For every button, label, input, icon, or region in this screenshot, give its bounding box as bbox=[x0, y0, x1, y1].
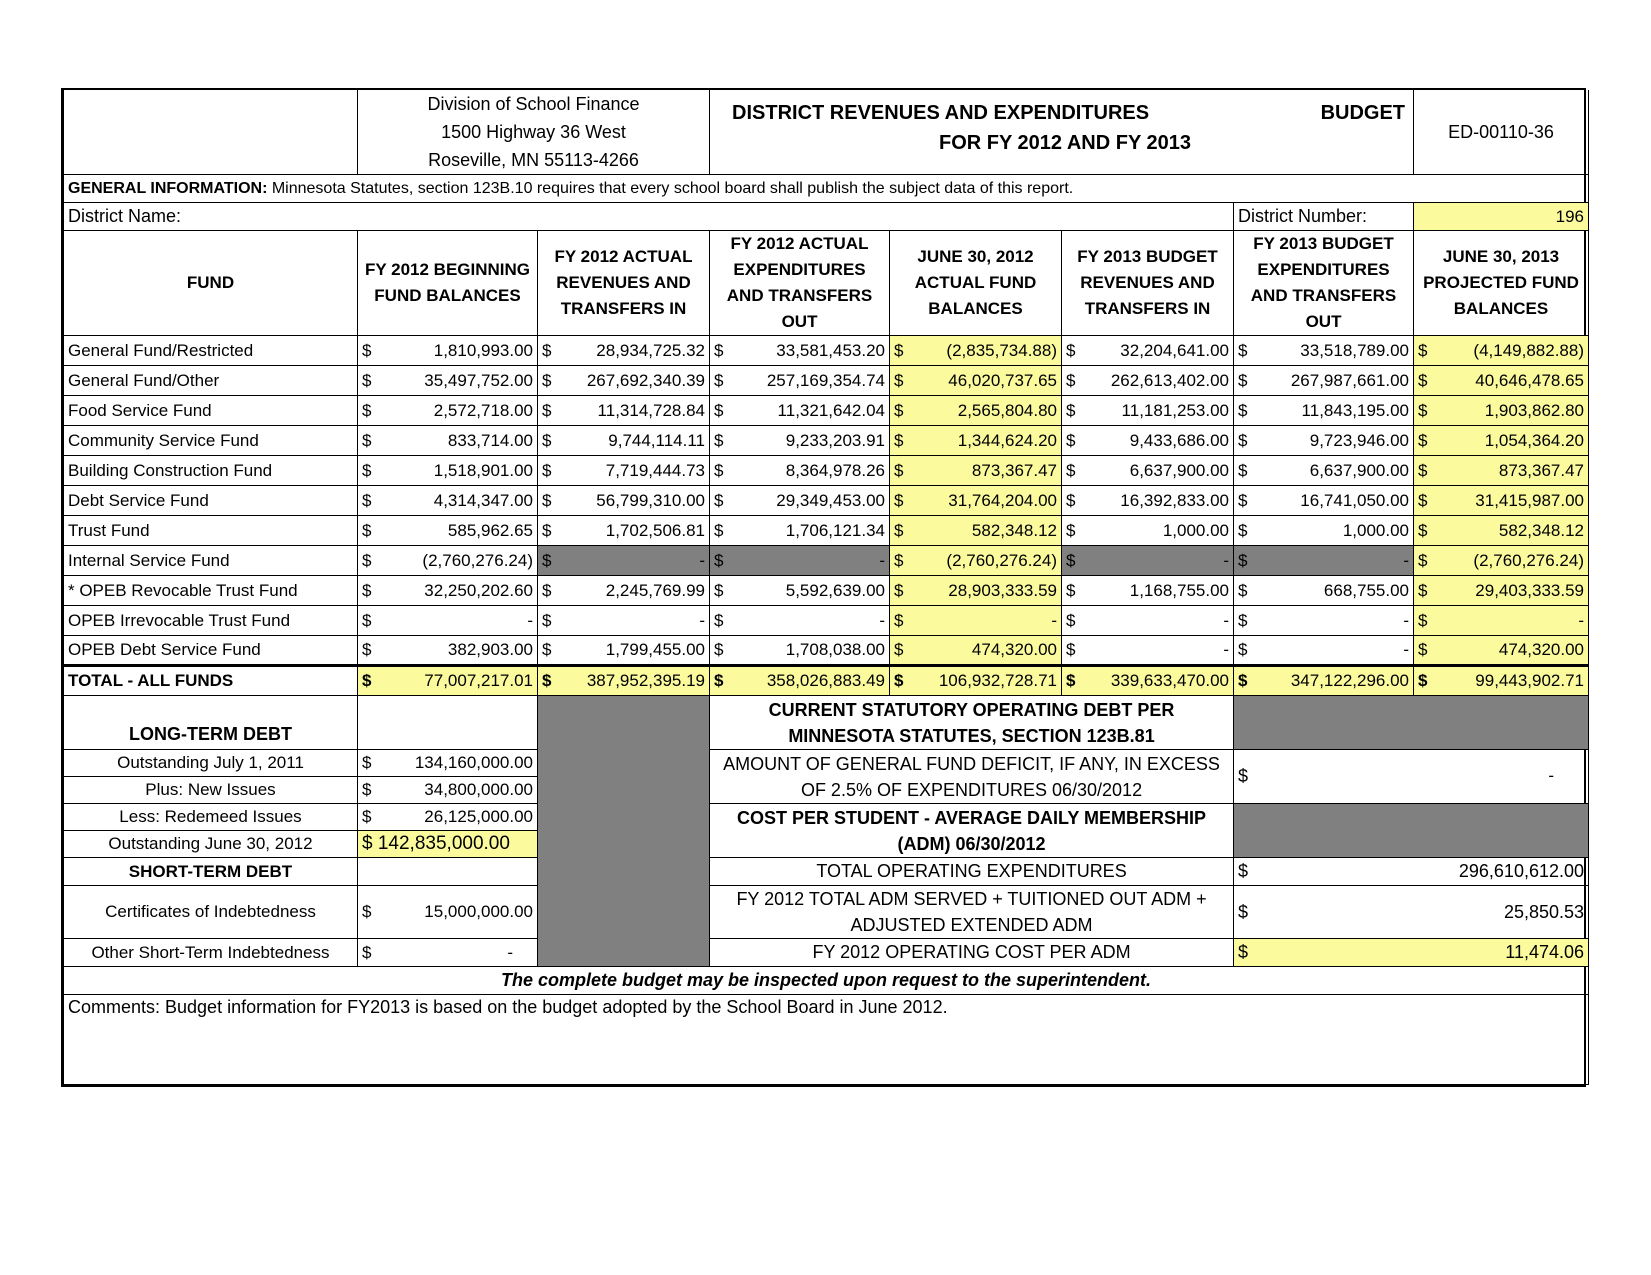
fund-value: 585,962.65 bbox=[447, 520, 533, 540]
fund-value-cell: $ 9,433,686.00 bbox=[1062, 426, 1234, 456]
fund-value: 11,181,253.00 bbox=[1121, 400, 1230, 420]
fund-value-cell: $ - bbox=[1414, 606, 1589, 636]
fund-value: 5,592,639.00 bbox=[785, 580, 886, 600]
fund-value-cell: $ (2,760,276.24) bbox=[358, 546, 538, 576]
fund-value: 29,403,333.59 bbox=[1475, 580, 1585, 600]
fund-value-cell: $ - bbox=[1234, 546, 1414, 576]
fund-value-cell: $ - bbox=[1062, 546, 1234, 576]
fund-row bbox=[64, 336, 1589, 366]
fund-value-cell: $ 1,518,901.00 bbox=[358, 456, 538, 486]
st-label-1: Other Short-Term Indebtedness bbox=[64, 939, 358, 967]
fund-row bbox=[64, 396, 1589, 426]
fund-value-cell: $ 6,637,900.00 bbox=[1062, 456, 1234, 486]
fund-value: - bbox=[879, 610, 886, 630]
fund-value-cell: $ 1,708,038.00 bbox=[710, 636, 890, 666]
col-header-june2012-balances: JUNE 30, 2012 ACTUAL FUND BALANCES bbox=[890, 231, 1062, 336]
st-value-1: - bbox=[507, 942, 513, 962]
fund-value: 873,367.47 bbox=[971, 460, 1058, 480]
fund-value-cell: $ 16,741,050.00 bbox=[1234, 486, 1414, 516]
total-row bbox=[64, 666, 1589, 696]
general-info-text: Minnesota Statutes, section 123B.10 requires that every school board shall publish the subject data of this report. bbox=[267, 179, 1074, 197]
fund-value: 33,581,453.20 bbox=[776, 340, 886, 360]
fund-value: 32,250,202.60 bbox=[424, 580, 533, 600]
address-line-2: 1500 Highway 36 West bbox=[441, 122, 626, 142]
fund-value: 11,321,642.04 bbox=[777, 400, 886, 420]
fund-value: 257,169,354.74 bbox=[766, 370, 886, 390]
fund-value: 46,020,737.65 bbox=[948, 370, 1058, 390]
fund-value: 32,204,641.00 bbox=[1120, 340, 1230, 360]
fund-value-cell: $ 873,367.47 bbox=[890, 456, 1062, 486]
fund-value: - bbox=[1578, 610, 1585, 630]
report-table bbox=[63, 90, 1589, 1085]
fund-value-cell: $ 31,764,204.00 bbox=[890, 486, 1062, 516]
fund-value: 16,741,050.00 bbox=[1300, 490, 1410, 510]
fund-value-cell: $ 106,932,728.71 bbox=[890, 666, 1062, 696]
cost-per-adm-label: FY 2012 OPERATING COST PER ADM bbox=[710, 939, 1234, 967]
adm-value-cell: $ 25,850.53 bbox=[1234, 886, 1589, 939]
fund-value: 9,744,114.11 bbox=[608, 430, 706, 450]
fund-name: Building Construction Fund bbox=[64, 456, 358, 486]
fund-value: 474,320.00 bbox=[971, 640, 1058, 659]
fund-name: OPEB Irrevocable Trust Fund bbox=[64, 606, 358, 636]
fund-value-cell: $ 9,233,203.91 bbox=[710, 426, 890, 456]
district-name-label: District Name: bbox=[68, 206, 182, 226]
fund-value-cell: $ 339,633,470.00 bbox=[1062, 666, 1234, 696]
fund-value: 1,810,993.00 bbox=[433, 340, 533, 360]
fund-row bbox=[64, 576, 1589, 606]
fund-value-cell: $ 382,903.00 bbox=[358, 636, 538, 666]
fund-value-cell: $ - bbox=[1062, 636, 1234, 666]
general-info-row bbox=[64, 175, 1589, 203]
fund-value: (4,149,882.88) bbox=[1473, 340, 1585, 360]
fund-value-cell: $ 56,799,310.00 bbox=[538, 486, 710, 516]
fund-row bbox=[64, 606, 1589, 636]
cost-title-line-1: COST PER STUDENT - AVERAGE DAILY MEMBERSHIP bbox=[736, 807, 1207, 828]
statutory-title bbox=[710, 696, 1234, 750]
cost-per-adm-cell: $ 11,474.06 bbox=[1234, 939, 1589, 967]
lt-value-1-cell: $ 34,800,000.00 bbox=[358, 777, 538, 804]
total-op-exp-value: 296,610,612.00 bbox=[1458, 861, 1585, 881]
fund-value-cell: $ 35,497,752.00 bbox=[358, 366, 538, 396]
fund-value-cell: $ - bbox=[358, 606, 538, 636]
fund-value: 347,122,296.00 bbox=[1290, 671, 1410, 690]
fund-value-cell: $ 11,321,642.04 bbox=[710, 396, 890, 426]
fund-value: 6,637,900.00 bbox=[1129, 460, 1230, 480]
report-title-line-1: DISTRICT REVENUES AND EXPENDITURES bbox=[732, 102, 1150, 124]
fund-value-cell: $ 267,692,340.39 bbox=[538, 366, 710, 396]
fund-value-cell: $ 585,962.65 bbox=[358, 516, 538, 546]
fund-value: - bbox=[1403, 640, 1410, 659]
fund-value: 16,392,833.00 bbox=[1120, 490, 1230, 510]
fund-value: 9,723,946.00 bbox=[1309, 430, 1410, 450]
fund-value: 106,932,728.71 bbox=[938, 671, 1058, 690]
fund-value-cell: $ 1,000.00 bbox=[1062, 516, 1234, 546]
fund-value-cell: $ (2,835,734.88) bbox=[890, 336, 1062, 366]
fund-value: (2,835,734.88) bbox=[946, 340, 1058, 360]
lt-value-2-cell: $ 26,125,000.00 bbox=[358, 804, 538, 831]
budget-report-sheet bbox=[61, 88, 1586, 1087]
fund-value: 29,349,453.00 bbox=[776, 490, 886, 510]
fund-value: 2,565,804.80 bbox=[957, 400, 1058, 420]
fund-value-cell: $ 474,320.00 bbox=[890, 636, 1062, 666]
fund-row bbox=[64, 426, 1589, 456]
fund-value: 267,692,340.39 bbox=[586, 370, 706, 390]
fund-value: 668,755.00 bbox=[1323, 580, 1410, 600]
fund-value: 267,987,661.00 bbox=[1290, 370, 1410, 390]
fund-value-cell: $ 33,581,453.20 bbox=[710, 336, 890, 366]
fund-value-cell: $ 9,723,946.00 bbox=[1234, 426, 1414, 456]
fund-value: - bbox=[699, 550, 706, 570]
comments: Comments: Budget information for FY2013 is based on the budget adopted by the School Board in June 2012. bbox=[64, 995, 1589, 1085]
fund-value: - bbox=[1403, 610, 1410, 630]
fund-row bbox=[64, 456, 1589, 486]
fund-value: 873,367.47 bbox=[1498, 460, 1585, 480]
lt-label-1: Plus: New Issues bbox=[64, 777, 358, 804]
st-value-0-cell: $ 15,000,000.00 bbox=[358, 886, 538, 939]
fund-value-cell: $ 1,810,993.00 bbox=[358, 336, 538, 366]
fund-value-cell: $ 6,637,900.00 bbox=[1234, 456, 1414, 486]
fund-value: - bbox=[527, 610, 533, 630]
fund-value-cell: $ 46,020,737.65 bbox=[890, 366, 1062, 396]
lt-value-0-cell: $ 134,160,000.00 bbox=[358, 750, 538, 777]
fund-value-cell: $ - bbox=[710, 546, 890, 576]
total-op-exp-label: TOTAL OPERATING EXPENDITURES bbox=[710, 858, 1234, 886]
fund-value-cell: $ (2,760,276.24) bbox=[1414, 546, 1589, 576]
col-header-june2013-projected: JUNE 30, 2013 PROJECTED FUND BALANCES bbox=[1414, 231, 1589, 336]
fund-value-cell: $ 99,443,902.71 bbox=[1414, 666, 1589, 696]
lt-value-3-cell: $ 142,835,000.00 bbox=[358, 831, 538, 858]
col-header-fy2012-beginning: FY 2012 BEGINNING FUND BALANCES bbox=[358, 231, 538, 336]
statutory-title-line-1: CURRENT STATUTORY OPERATING DEBT PER bbox=[768, 699, 1175, 720]
cost-per-adm-value: 11,474.06 bbox=[1505, 942, 1585, 962]
fund-value: 56,799,310.00 bbox=[596, 490, 706, 510]
fund-value-cell: $ 1,702,506.81 bbox=[538, 516, 710, 546]
fund-value-cell: $ 5,592,639.00 bbox=[710, 576, 890, 606]
fund-name: Debt Service Fund bbox=[64, 486, 358, 516]
fund-value: 2,572,718.00 bbox=[433, 400, 533, 420]
fund-value-cell: $ - bbox=[1062, 606, 1234, 636]
statutory-title-line-2: MINNESOTA STATUTES, SECTION 123B.81 bbox=[788, 725, 1155, 746]
fund-value: 1,903,862.80 bbox=[1484, 400, 1585, 420]
adm-line-1: FY 2012 TOTAL ADM SERVED + TUITIONED OUT ADM + bbox=[736, 889, 1207, 909]
fund-value-cell: $ - bbox=[1234, 636, 1414, 666]
fund-value-cell: $ 2,572,718.00 bbox=[358, 396, 538, 426]
gray-filler-left bbox=[538, 696, 710, 967]
fund-value-cell: $ 4,314,347.00 bbox=[358, 486, 538, 516]
fund-value-cell: $ 262,613,402.00 bbox=[1062, 366, 1234, 396]
fund-name: * OPEB Revocable Trust Fund bbox=[64, 576, 358, 606]
fund-value-cell: $ 2,565,804.80 bbox=[890, 396, 1062, 426]
fund-value: - bbox=[879, 550, 886, 570]
col-header-fy2013-expenditures: FY 2013 BUDGET EXPENDITURES AND TRANSFERS OUT bbox=[1234, 231, 1414, 336]
fund-value-cell: $ - bbox=[890, 606, 1062, 636]
fund-value-cell: $ 16,392,833.00 bbox=[1062, 486, 1234, 516]
adm-label bbox=[710, 886, 1234, 939]
fund-value: 358,026,883.49 bbox=[766, 671, 886, 690]
fund-value: 28,903,333.59 bbox=[948, 580, 1058, 600]
fund-value: 4,314,347.00 bbox=[433, 490, 533, 510]
address-line-1: Division of School Finance bbox=[427, 94, 640, 114]
fund-value: 1,000.00 bbox=[1162, 520, 1230, 540]
fund-value: - bbox=[1223, 550, 1230, 570]
fund-value-cell: $ 358,026,883.49 bbox=[710, 666, 890, 696]
fund-value-cell: $ 267,987,661.00 bbox=[1234, 366, 1414, 396]
fund-value: 40,646,478.65 bbox=[1475, 370, 1585, 390]
fund-value-cell: $ (4,149,882.88) bbox=[1414, 336, 1589, 366]
fund-value: - bbox=[1223, 640, 1230, 659]
fund-value: - bbox=[1223, 610, 1230, 630]
fund-value-cell: $ 7,719,444.73 bbox=[538, 456, 710, 486]
fund-value: 1,702,506.81 bbox=[605, 520, 706, 540]
address-line-3: Roseville, MN 55113-4266 bbox=[428, 150, 639, 170]
fund-value: (2,760,276.24) bbox=[422, 550, 533, 570]
deficit-value: - bbox=[1548, 766, 1555, 785]
fund-value: 31,764,204.00 bbox=[948, 490, 1058, 510]
fund-value: 7,719,444.73 bbox=[605, 460, 706, 480]
fund-value: 339,633,470.00 bbox=[1110, 671, 1230, 690]
report-title-block bbox=[710, 90, 1414, 175]
fund-value: 8,364,978.26 bbox=[785, 460, 886, 480]
fund-value: 582,348.12 bbox=[1498, 520, 1585, 540]
col-header-fy2012-expenditures: FY 2012 ACTUAL EXPENDITURES AND TRANSFERS OUT bbox=[710, 231, 890, 336]
fund-value: (2,760,276.24) bbox=[946, 550, 1058, 570]
fund-value-cell: $ 668,755.00 bbox=[1234, 576, 1414, 606]
report-title-line-2: FOR FY 2012 AND FY 2013 bbox=[939, 132, 1191, 154]
fund-value-cell: $ 1,903,862.80 bbox=[1414, 396, 1589, 426]
fund-value: 1,706,121.34 bbox=[785, 520, 886, 540]
fund-name: General Fund/Other bbox=[64, 366, 358, 396]
fund-value: 474,320.00 bbox=[1498, 640, 1585, 659]
fund-value-cell: $ 257,169,354.74 bbox=[710, 366, 890, 396]
fund-value-cell: $ 28,934,725.32 bbox=[538, 336, 710, 366]
fund-row bbox=[64, 516, 1589, 546]
fund-value-cell: $ 387,952,395.19 bbox=[538, 666, 710, 696]
fund-value: 11,314,728.84 bbox=[597, 400, 706, 420]
fund-value: 6,637,900.00 bbox=[1309, 460, 1410, 480]
deficit-label bbox=[710, 750, 1234, 804]
fund-value-cell: $ 9,744,114.11 bbox=[538, 426, 710, 456]
deficit-line-2: OF 2.5% OF EXPENDITURES 06/30/2012 bbox=[800, 779, 1143, 800]
gray-filler-cost bbox=[1234, 804, 1589, 858]
cost-title-line-2: (ADM) 06/30/2012 bbox=[897, 833, 1046, 854]
fund-value-cell: $ 474,320.00 bbox=[1414, 636, 1589, 666]
fund-value: 99,443,902.71 bbox=[1475, 671, 1585, 690]
col-header-fy2013-revenues: FY 2013 BUDGET REVENUES AND TRANSFERS IN bbox=[1062, 231, 1234, 336]
fund-value: 382,903.00 bbox=[447, 640, 533, 659]
fund-name: Internal Service Fund bbox=[64, 546, 358, 576]
fund-value: 11,843,195.00 bbox=[1301, 400, 1410, 420]
fund-row bbox=[64, 636, 1589, 666]
fund-value-cell: $ 29,403,333.59 bbox=[1414, 576, 1589, 606]
fund-value: 1,708,038.00 bbox=[785, 640, 886, 659]
fund-value-cell: $ 833,714.00 bbox=[358, 426, 538, 456]
fund-value: (2,760,276.24) bbox=[1473, 550, 1585, 570]
fund-value-cell: $ - bbox=[538, 546, 710, 576]
fund-row bbox=[64, 546, 1589, 576]
col-header-fy2012-revenues: FY 2012 ACTUAL REVENUES AND TRANSFERS IN bbox=[538, 231, 710, 336]
lt-label-0: Outstanding July 1, 2011 bbox=[64, 750, 358, 777]
st-value-0: 15,000,000.00 bbox=[424, 902, 533, 921]
general-info-label: GENERAL INFORMATION: bbox=[68, 179, 268, 197]
fund-value-cell: $ 31,415,987.00 bbox=[1414, 486, 1589, 516]
lt-label-3: Outstanding June 30, 2012 bbox=[64, 831, 358, 858]
fund-value: 582,348.12 bbox=[971, 520, 1058, 540]
total-label: TOTAL - ALL FUNDS bbox=[64, 666, 358, 696]
fund-name: General Fund/Restricted bbox=[64, 336, 358, 366]
lt-value-1: 34,800,000.00 bbox=[424, 780, 533, 799]
fund-row bbox=[64, 486, 1589, 516]
fund-value-cell: $ 33,518,789.00 bbox=[1234, 336, 1414, 366]
fund-value-cell: $ 1,799,455.00 bbox=[538, 636, 710, 666]
fund-value-cell: $ 11,843,195.00 bbox=[1234, 396, 1414, 426]
budget-label: BUDGET bbox=[1320, 102, 1406, 124]
lt-value-0: 134,160,000.00 bbox=[414, 753, 533, 772]
fund-value: 2,245,769.99 bbox=[605, 580, 706, 600]
fund-value: 1,518,901.00 bbox=[433, 460, 533, 480]
long-term-debt-title: LONG-TERM DEBT bbox=[64, 696, 358, 750]
col-header-fund: FUND bbox=[64, 231, 358, 336]
fund-value-cell: $ 8,364,978.26 bbox=[710, 456, 890, 486]
adm-line-2: ADJUSTED EXTENDED ADM bbox=[850, 915, 1093, 935]
cost-per-student-title bbox=[710, 804, 1234, 858]
fund-value: 1,000.00 bbox=[1342, 520, 1410, 540]
fund-value: 1,168,755.00 bbox=[1129, 580, 1230, 600]
short-term-debt-title: SHORT-TERM DEBT bbox=[64, 858, 358, 886]
fund-name: Food Service Fund bbox=[64, 396, 358, 426]
fund-name: OPEB Debt Service Fund bbox=[64, 636, 358, 666]
fund-value-cell: $ - bbox=[1234, 606, 1414, 636]
st-value-1-cell: $ - bbox=[358, 939, 538, 967]
fund-value: - bbox=[699, 610, 706, 630]
fund-value-cell: $ 77,007,217.01 bbox=[358, 666, 538, 696]
fund-value-cell: $ 582,348.12 bbox=[890, 516, 1062, 546]
fund-value-cell: $ - bbox=[710, 606, 890, 636]
fund-value: 1,344,624.20 bbox=[957, 430, 1058, 450]
fund-value: 1,799,455.00 bbox=[605, 640, 706, 659]
fund-value: 35,497,752.00 bbox=[424, 370, 533, 390]
fund-value-cell: $ 2,245,769.99 bbox=[538, 576, 710, 606]
fund-value-cell: $ 28,903,333.59 bbox=[890, 576, 1062, 606]
fund-value-cell: $ 32,250,202.60 bbox=[358, 576, 538, 606]
fund-value: 28,934,725.32 bbox=[596, 340, 706, 360]
fund-value-cell: $ 347,122,296.00 bbox=[1234, 666, 1414, 696]
gray-filler-statutory bbox=[1234, 696, 1589, 750]
form-id: ED-00110-36 bbox=[1414, 90, 1589, 175]
fund-value-cell: $ 1,054,364.20 bbox=[1414, 426, 1589, 456]
fund-value: 33,518,789.00 bbox=[1300, 340, 1410, 360]
fund-value: 387,952,395.19 bbox=[586, 671, 706, 690]
fund-value-cell: $ 29,349,453.00 bbox=[710, 486, 890, 516]
fund-value: 9,433,686.00 bbox=[1129, 430, 1230, 450]
header-blank-cell bbox=[64, 90, 358, 175]
adm-value: 25,850.53 bbox=[1503, 901, 1585, 922]
inspect-note: The complete budget may be inspected upon request to the superintendent. bbox=[64, 967, 1589, 995]
total-op-exp-cell: $ 296,610,612.00 bbox=[1234, 858, 1589, 886]
deficit-line-1: AMOUNT OF GENERAL FUND DEFICIT, IF ANY, IN EXCESS bbox=[723, 753, 1220, 774]
district-number-value: 196 bbox=[1414, 203, 1589, 231]
deficit-value-cell: $ - bbox=[1234, 750, 1589, 804]
fund-value: 262,613,402.00 bbox=[1110, 370, 1230, 390]
fund-value-cell: $ 11,314,728.84 bbox=[538, 396, 710, 426]
short-term-debt-blank bbox=[358, 858, 538, 886]
fund-value-cell: $ 1,344,624.20 bbox=[890, 426, 1062, 456]
fund-value: 9,233,203.91 bbox=[785, 430, 886, 450]
fund-value-cell: $ 1,000.00 bbox=[1234, 516, 1414, 546]
district-number-label: District Number: bbox=[1234, 203, 1414, 231]
lt-value-2: 26,125,000.00 bbox=[424, 807, 533, 826]
st-label-0: Certificates of Indebtedness bbox=[64, 886, 358, 939]
address-block bbox=[358, 90, 710, 175]
fund-value-cell: $ 11,181,253.00 bbox=[1062, 396, 1234, 426]
fund-value-cell: $ 40,646,478.65 bbox=[1414, 366, 1589, 396]
fund-value: 1,054,364.20 bbox=[1484, 430, 1585, 450]
fund-value-cell: $ 1,706,121.34 bbox=[710, 516, 890, 546]
district-name-cell bbox=[64, 203, 1234, 231]
fund-value: 31,415,987.00 bbox=[1475, 490, 1585, 510]
fund-value-cell: $ 873,367.47 bbox=[1414, 456, 1589, 486]
lt-label-2: Less: Redemeed Issues bbox=[64, 804, 358, 831]
fund-value: 77,007,217.01 bbox=[424, 671, 533, 690]
fund-rows bbox=[64, 336, 1589, 666]
long-term-debt-blank bbox=[358, 696, 538, 750]
fund-name: Community Service Fund bbox=[64, 426, 358, 456]
fund-value-cell: $ - bbox=[538, 606, 710, 636]
fund-value-cell: $ 582,348.12 bbox=[1414, 516, 1589, 546]
fund-row bbox=[64, 366, 1589, 396]
fund-name: Trust Fund bbox=[64, 516, 358, 546]
fund-value-cell: $ 1,168,755.00 bbox=[1062, 576, 1234, 606]
fund-value-cell: $ (2,760,276.24) bbox=[890, 546, 1062, 576]
lt-value-3: 142,835,000.00 bbox=[377, 833, 510, 854]
fund-value: 833,714.00 bbox=[447, 430, 533, 450]
fund-value-cell: $ 32,204,641.00 bbox=[1062, 336, 1234, 366]
fund-value: - bbox=[1403, 550, 1410, 570]
fund-value: - bbox=[1051, 610, 1058, 630]
